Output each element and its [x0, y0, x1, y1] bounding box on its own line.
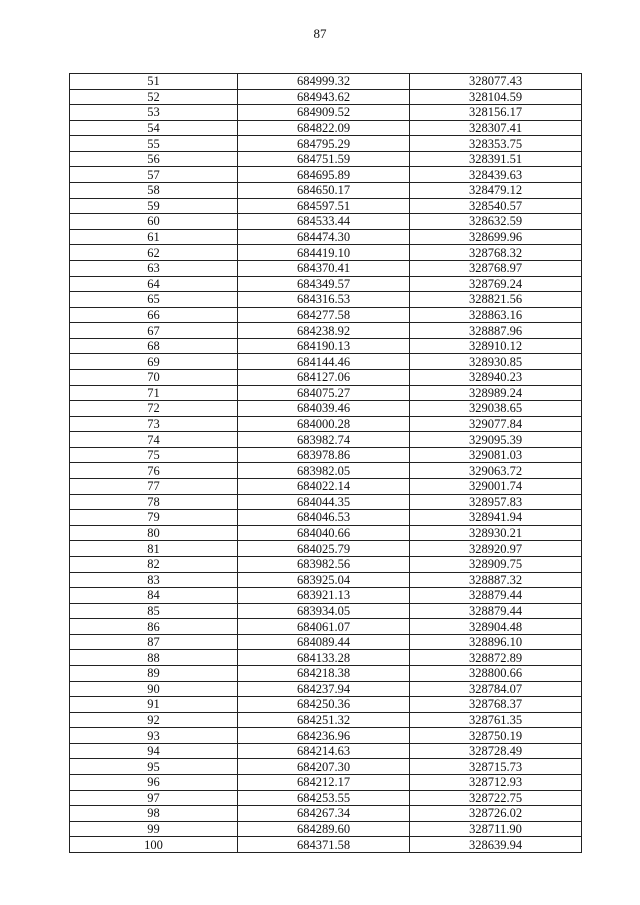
x-coordinate-cell: 684022.14	[238, 479, 410, 495]
x-coordinate-cell: 684133.28	[238, 650, 410, 666]
x-coordinate-cell: 684144.46	[238, 354, 410, 370]
x-coordinate-cell: 684214.63	[238, 743, 410, 759]
y-coordinate-cell: 328930.21	[410, 525, 582, 541]
table-row	[70, 136, 582, 152]
y-coordinate-cell: 328769.24	[410, 276, 582, 292]
y-coordinate-cell: 328712.93	[410, 775, 582, 791]
point-number-cell: 76	[70, 463, 238, 479]
y-coordinate-cell: 328722.75	[410, 790, 582, 806]
point-number-cell: 58	[70, 183, 238, 199]
x-coordinate-cell: 684751.59	[238, 151, 410, 167]
point-number-cell: 55	[70, 136, 238, 152]
table-row	[70, 494, 582, 510]
y-coordinate-cell: 328768.32	[410, 245, 582, 261]
y-coordinate-cell: 328750.19	[410, 728, 582, 744]
table-row	[70, 775, 582, 791]
point-number-cell: 53	[70, 105, 238, 121]
y-coordinate-cell: 328728.49	[410, 743, 582, 759]
table-row	[70, 401, 582, 417]
y-coordinate-cell: 328821.56	[410, 292, 582, 308]
x-coordinate-cell: 683982.05	[238, 463, 410, 479]
x-coordinate-cell: 683982.56	[238, 556, 410, 572]
y-coordinate-cell: 329095.39	[410, 432, 582, 448]
point-number-cell: 79	[70, 510, 238, 526]
y-coordinate-cell: 328715.73	[410, 759, 582, 775]
table-row	[70, 229, 582, 245]
y-coordinate-cell: 329077.84	[410, 416, 582, 432]
x-coordinate-cell: 684237.94	[238, 681, 410, 697]
y-coordinate-cell: 328353.75	[410, 136, 582, 152]
x-coordinate-cell: 684025.79	[238, 541, 410, 557]
table-row	[70, 276, 582, 292]
y-coordinate-cell: 328910.12	[410, 338, 582, 354]
table-row	[70, 292, 582, 308]
point-number-cell: 99	[70, 821, 238, 837]
x-coordinate-cell: 684349.57	[238, 276, 410, 292]
point-number-cell: 88	[70, 650, 238, 666]
point-number-cell: 93	[70, 728, 238, 744]
y-coordinate-cell: 329001.74	[410, 479, 582, 495]
table-row	[70, 759, 582, 775]
x-coordinate-cell: 684212.17	[238, 775, 410, 791]
y-coordinate-cell: 328872.89	[410, 650, 582, 666]
x-coordinate-cell: 684207.30	[238, 759, 410, 775]
table-row	[70, 603, 582, 619]
table-row	[70, 681, 582, 697]
y-coordinate-cell: 328761.35	[410, 712, 582, 728]
x-coordinate-cell: 684316.53	[238, 292, 410, 308]
x-coordinate-cell: 684000.28	[238, 416, 410, 432]
table-row	[70, 416, 582, 432]
point-number-cell: 66	[70, 307, 238, 323]
table-row	[70, 510, 582, 526]
point-number-cell: 75	[70, 447, 238, 463]
y-coordinate-cell: 328156.17	[410, 105, 582, 121]
x-coordinate-cell: 684419.10	[238, 245, 410, 261]
point-number-cell: 57	[70, 167, 238, 183]
table-row	[70, 260, 582, 276]
y-coordinate-cell: 328711.90	[410, 821, 582, 837]
point-number-cell: 65	[70, 292, 238, 308]
table-row	[70, 369, 582, 385]
table-row	[70, 89, 582, 105]
x-coordinate-cell: 684289.60	[238, 821, 410, 837]
point-number-cell: 80	[70, 525, 238, 541]
y-coordinate-cell: 328879.44	[410, 603, 582, 619]
point-number-cell: 92	[70, 712, 238, 728]
point-number-cell: 82	[70, 556, 238, 572]
table-row	[70, 447, 582, 463]
point-number-cell: 95	[70, 759, 238, 775]
table-row	[70, 307, 582, 323]
point-number-cell: 59	[70, 198, 238, 214]
table-row	[70, 556, 582, 572]
y-coordinate-cell: 328887.96	[410, 323, 582, 339]
point-number-cell: 72	[70, 401, 238, 417]
y-coordinate-cell: 328941.94	[410, 510, 582, 526]
y-coordinate-cell: 329063.72	[410, 463, 582, 479]
x-coordinate-cell: 683921.13	[238, 588, 410, 604]
y-coordinate-cell: 328909.75	[410, 556, 582, 572]
x-coordinate-cell: 684238.92	[238, 323, 410, 339]
table-row	[70, 634, 582, 650]
x-coordinate-cell: 684371.58	[238, 837, 410, 853]
x-coordinate-cell: 684075.27	[238, 385, 410, 401]
point-number-cell: 60	[70, 214, 238, 230]
y-coordinate-cell: 328726.02	[410, 806, 582, 822]
x-coordinate-cell: 684370.41	[238, 260, 410, 276]
table-row	[70, 183, 582, 199]
point-number-cell: 89	[70, 665, 238, 681]
point-number-cell: 83	[70, 572, 238, 588]
y-coordinate-cell: 328540.57	[410, 198, 582, 214]
table-row	[70, 743, 582, 759]
point-number-cell: 61	[70, 229, 238, 245]
point-number-cell: 74	[70, 432, 238, 448]
y-coordinate-cell: 328784.07	[410, 681, 582, 697]
table-row	[70, 120, 582, 136]
table-row	[70, 728, 582, 744]
point-number-cell: 97	[70, 790, 238, 806]
point-number-cell: 69	[70, 354, 238, 370]
y-coordinate-cell: 328768.37	[410, 697, 582, 713]
table-row	[70, 214, 582, 230]
x-coordinate-cell: 684999.32	[238, 74, 410, 90]
y-coordinate-cell: 328887.32	[410, 572, 582, 588]
table-row	[70, 338, 582, 354]
point-number-cell: 77	[70, 479, 238, 495]
table-row	[70, 821, 582, 837]
point-number-cell: 67	[70, 323, 238, 339]
point-number-cell: 94	[70, 743, 238, 759]
x-coordinate-cell: 684795.29	[238, 136, 410, 152]
y-coordinate-cell: 328077.43	[410, 74, 582, 90]
x-coordinate-cell: 684089.44	[238, 634, 410, 650]
table-row	[70, 354, 582, 370]
table-row	[70, 572, 582, 588]
x-coordinate-cell: 684039.46	[238, 401, 410, 417]
table-row	[70, 463, 582, 479]
y-coordinate-cell: 328768.97	[410, 260, 582, 276]
x-coordinate-cell: 684474.30	[238, 229, 410, 245]
page-number: 87	[313, 26, 327, 41]
y-coordinate-cell: 328391.51	[410, 151, 582, 167]
table-row	[70, 541, 582, 557]
y-coordinate-cell: 328930.85	[410, 354, 582, 370]
point-number-cell: 51	[70, 74, 238, 90]
x-coordinate-cell: 684943.62	[238, 89, 410, 105]
x-coordinate-cell: 684822.09	[238, 120, 410, 136]
table-row	[70, 151, 582, 167]
table-row	[70, 790, 582, 806]
point-number-cell: 70	[70, 369, 238, 385]
point-number-cell: 98	[70, 806, 238, 822]
x-coordinate-cell: 683925.04	[238, 572, 410, 588]
x-coordinate-cell: 684044.35	[238, 494, 410, 510]
x-coordinate-cell: 684650.17	[238, 183, 410, 199]
table-row	[70, 525, 582, 541]
point-number-cell: 81	[70, 541, 238, 557]
y-coordinate-cell: 328307.41	[410, 120, 582, 136]
point-number-cell: 100	[70, 837, 238, 853]
table-row	[70, 385, 582, 401]
x-coordinate-cell: 684267.34	[238, 806, 410, 822]
point-number-cell: 64	[70, 276, 238, 292]
y-coordinate-cell: 328699.96	[410, 229, 582, 245]
x-coordinate-cell: 684190.13	[238, 338, 410, 354]
y-coordinate-cell: 328989.24	[410, 385, 582, 401]
point-number-cell: 78	[70, 494, 238, 510]
y-coordinate-cell: 328879.44	[410, 588, 582, 604]
x-coordinate-cell: 684040.66	[238, 525, 410, 541]
y-coordinate-cell: 328439.63	[410, 167, 582, 183]
point-number-cell: 71	[70, 385, 238, 401]
coordinates-table	[69, 73, 582, 853]
x-coordinate-cell: 684127.06	[238, 369, 410, 385]
point-number-cell: 87	[70, 634, 238, 650]
table-row	[70, 432, 582, 448]
y-coordinate-cell: 328632.59	[410, 214, 582, 230]
point-number-cell: 54	[70, 120, 238, 136]
table-row	[70, 245, 582, 261]
point-number-cell: 63	[70, 260, 238, 276]
table-row	[70, 806, 582, 822]
y-coordinate-cell: 328896.10	[410, 634, 582, 650]
y-coordinate-cell: 329081.03	[410, 447, 582, 463]
x-coordinate-cell: 683934.05	[238, 603, 410, 619]
table-row	[70, 167, 582, 183]
point-number-cell: 86	[70, 619, 238, 635]
point-number-cell: 91	[70, 697, 238, 713]
table-row	[70, 619, 582, 635]
table-row	[70, 323, 582, 339]
x-coordinate-cell: 684909.52	[238, 105, 410, 121]
y-coordinate-cell: 328800.66	[410, 665, 582, 681]
coordinates-table-body	[70, 74, 582, 853]
y-coordinate-cell: 328863.16	[410, 307, 582, 323]
table-row	[70, 588, 582, 604]
y-coordinate-cell: 328940.23	[410, 369, 582, 385]
table-row	[70, 697, 582, 713]
point-number-cell: 56	[70, 151, 238, 167]
table-row	[70, 712, 582, 728]
table-row	[70, 837, 582, 853]
point-number-cell: 73	[70, 416, 238, 432]
x-coordinate-cell: 683982.74	[238, 432, 410, 448]
table-row	[70, 650, 582, 666]
point-number-cell: 62	[70, 245, 238, 261]
point-number-cell: 84	[70, 588, 238, 604]
x-coordinate-cell: 684597.51	[238, 198, 410, 214]
point-number-cell: 96	[70, 775, 238, 791]
x-coordinate-cell: 684251.32	[238, 712, 410, 728]
table-row	[70, 74, 582, 90]
y-coordinate-cell: 328957.83	[410, 494, 582, 510]
y-coordinate-cell: 328904.48	[410, 619, 582, 635]
x-coordinate-cell: 684061.07	[238, 619, 410, 635]
x-coordinate-cell: 684253.55	[238, 790, 410, 806]
y-coordinate-cell: 328639.94	[410, 837, 582, 853]
point-number-cell: 90	[70, 681, 238, 697]
table-row	[70, 198, 582, 214]
x-coordinate-cell: 684046.53	[238, 510, 410, 526]
table-row	[70, 105, 582, 121]
point-number-cell: 68	[70, 338, 238, 354]
x-coordinate-cell: 684218.38	[238, 665, 410, 681]
table-row	[70, 665, 582, 681]
x-coordinate-cell: 684250.36	[238, 697, 410, 713]
point-number-cell: 85	[70, 603, 238, 619]
x-coordinate-cell: 684533.44	[238, 214, 410, 230]
y-coordinate-cell: 328920.97	[410, 541, 582, 557]
x-coordinate-cell: 683978.86	[238, 447, 410, 463]
y-coordinate-cell: 329038.65	[410, 401, 582, 417]
y-coordinate-cell: 328104.59	[410, 89, 582, 105]
table-row	[70, 479, 582, 495]
x-coordinate-cell: 684695.89	[238, 167, 410, 183]
x-coordinate-cell: 684236.96	[238, 728, 410, 744]
y-coordinate-cell: 328479.12	[410, 183, 582, 199]
point-number-cell: 52	[70, 89, 238, 105]
x-coordinate-cell: 684277.58	[238, 307, 410, 323]
